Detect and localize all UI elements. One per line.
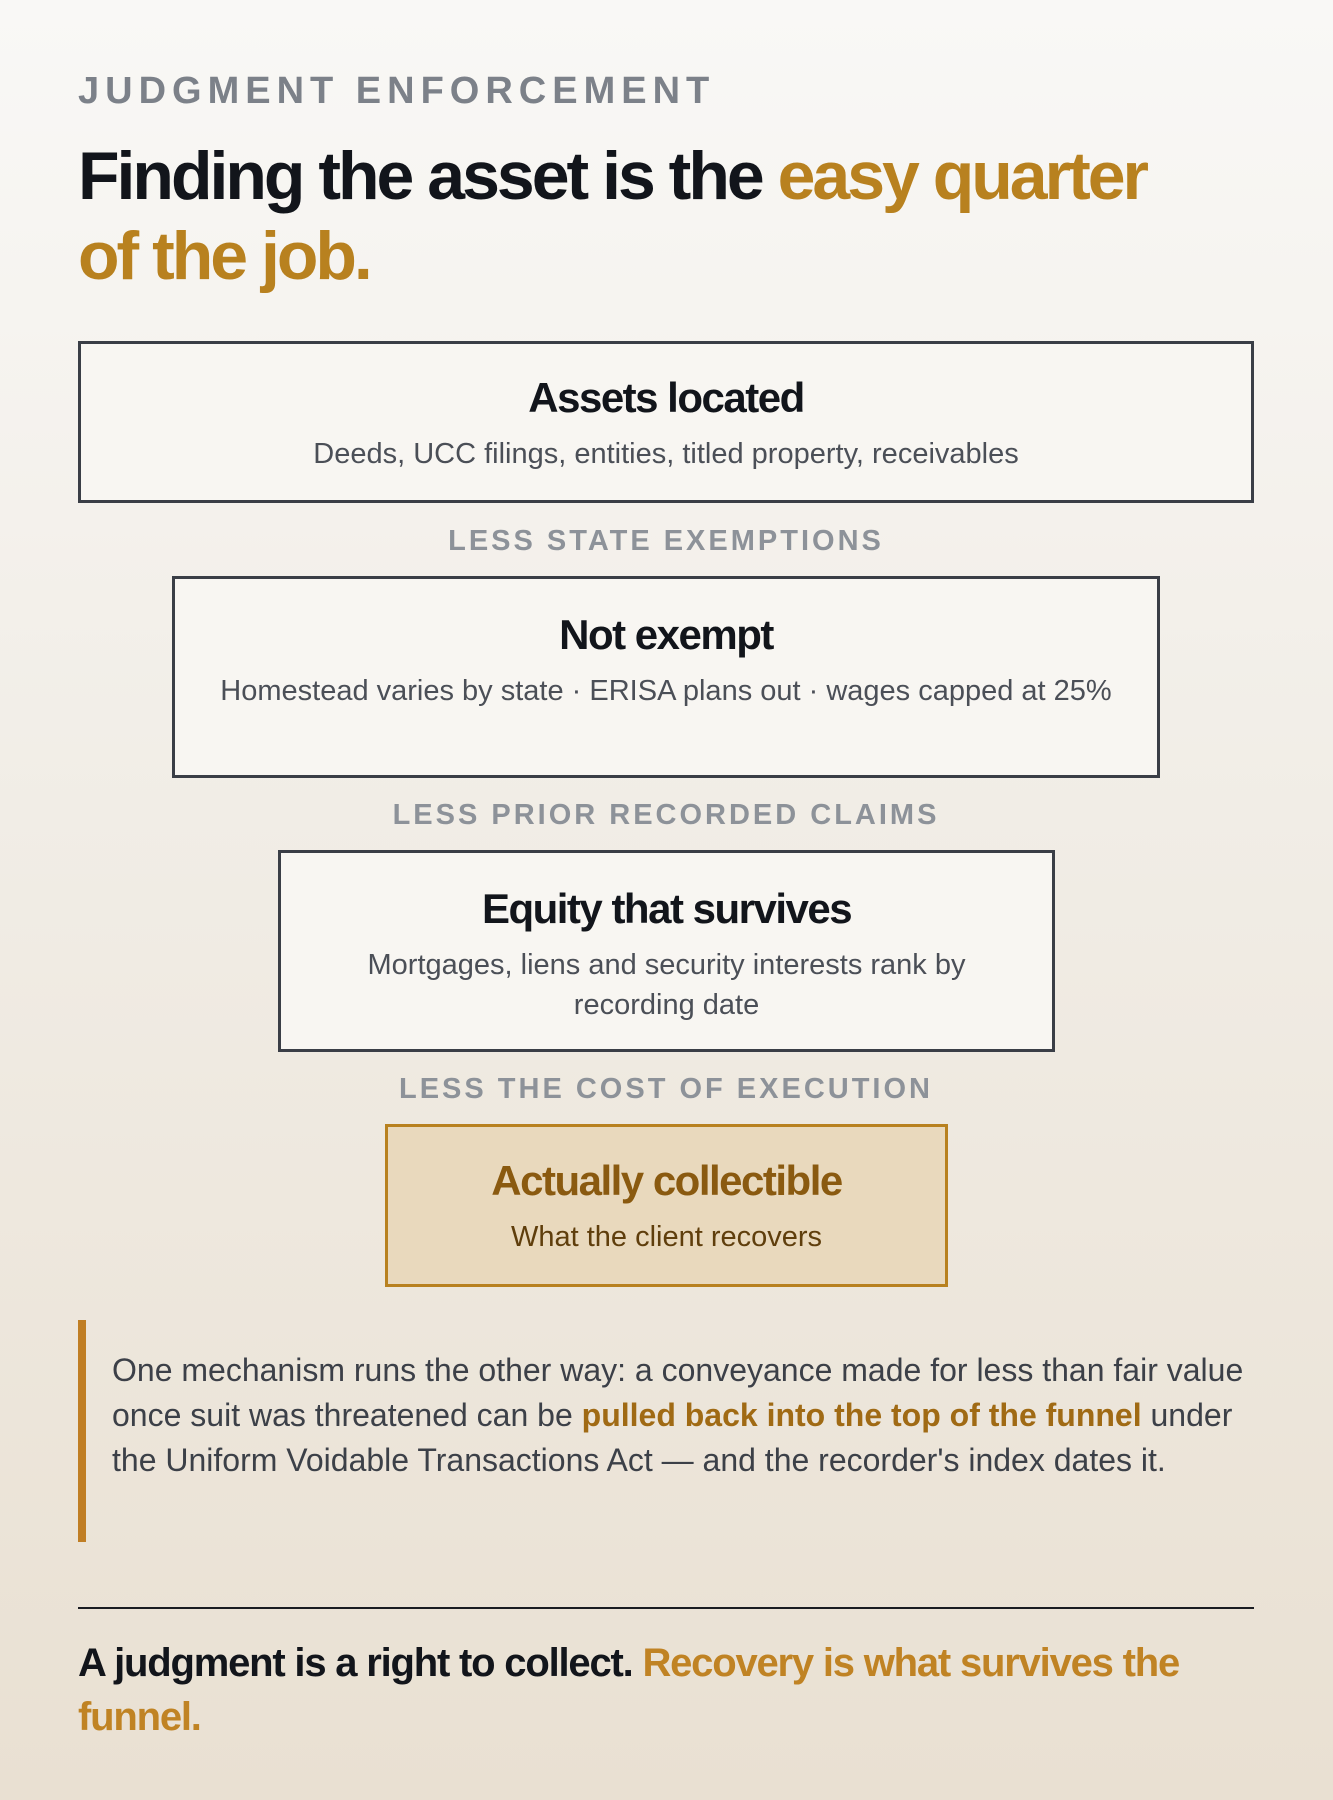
callout-note [78,1320,1254,1542]
connector-label-exemptions: LESS STATE EXEMPTIONS [448,525,884,557]
stage-subtitle: Mortgages, liens and security interests rank by recording date [367,949,966,1021]
eyebrow-label: JUDGMENT ENFORCEMENT [78,70,716,112]
stage-title: Actually collectible [491,1157,842,1204]
funnel-stage-equity-survives [278,850,1055,1052]
funnel-stage-not-exempt [172,576,1160,778]
divider [78,1607,1254,1609]
note-text: One mechanism runs the other way: a conveyance made for less than fair value once suit was threatened can be [112,1352,1244,1433]
headline-accent: easy quarter of the job. [78,138,1147,294]
stage-title: Assets located [528,374,804,421]
page-title [78,136,1178,296]
closing-statement [78,1636,1254,1744]
stage-title: Equity that survives [481,885,852,932]
connector-label-cost-of-execution: LESS THE COST OF EXECUTION [399,1073,933,1105]
note-emphasis: pulled back into the top of the funnel [581,1397,1142,1433]
closing-accent: Recovery is what survives the funnel. [78,1641,1180,1739]
funnel-stage-actually-collectible [385,1124,948,1287]
stage-subtitle: Homestead varies by state · ERISA plans out · wages capped at 25% [220,675,1112,707]
note-text-end: under the Uniform Voidable Transactions Act — and the recorder's index dates it. [112,1397,1233,1478]
stage-title: Not exempt [559,611,773,658]
headline-lead: Finding the asset is the [78,138,778,214]
closing-lead: A judgment is a right to collect. [78,1641,643,1685]
connector-label-prior-claims: LESS PRIOR RECORDED CLAIMS [392,799,940,831]
funnel-stage-assets-located [78,341,1254,503]
stage-subtitle: Deeds, UCC filings, entities, titled property, receivables [313,438,1019,470]
stage-subtitle: What the client recovers [510,1221,823,1253]
